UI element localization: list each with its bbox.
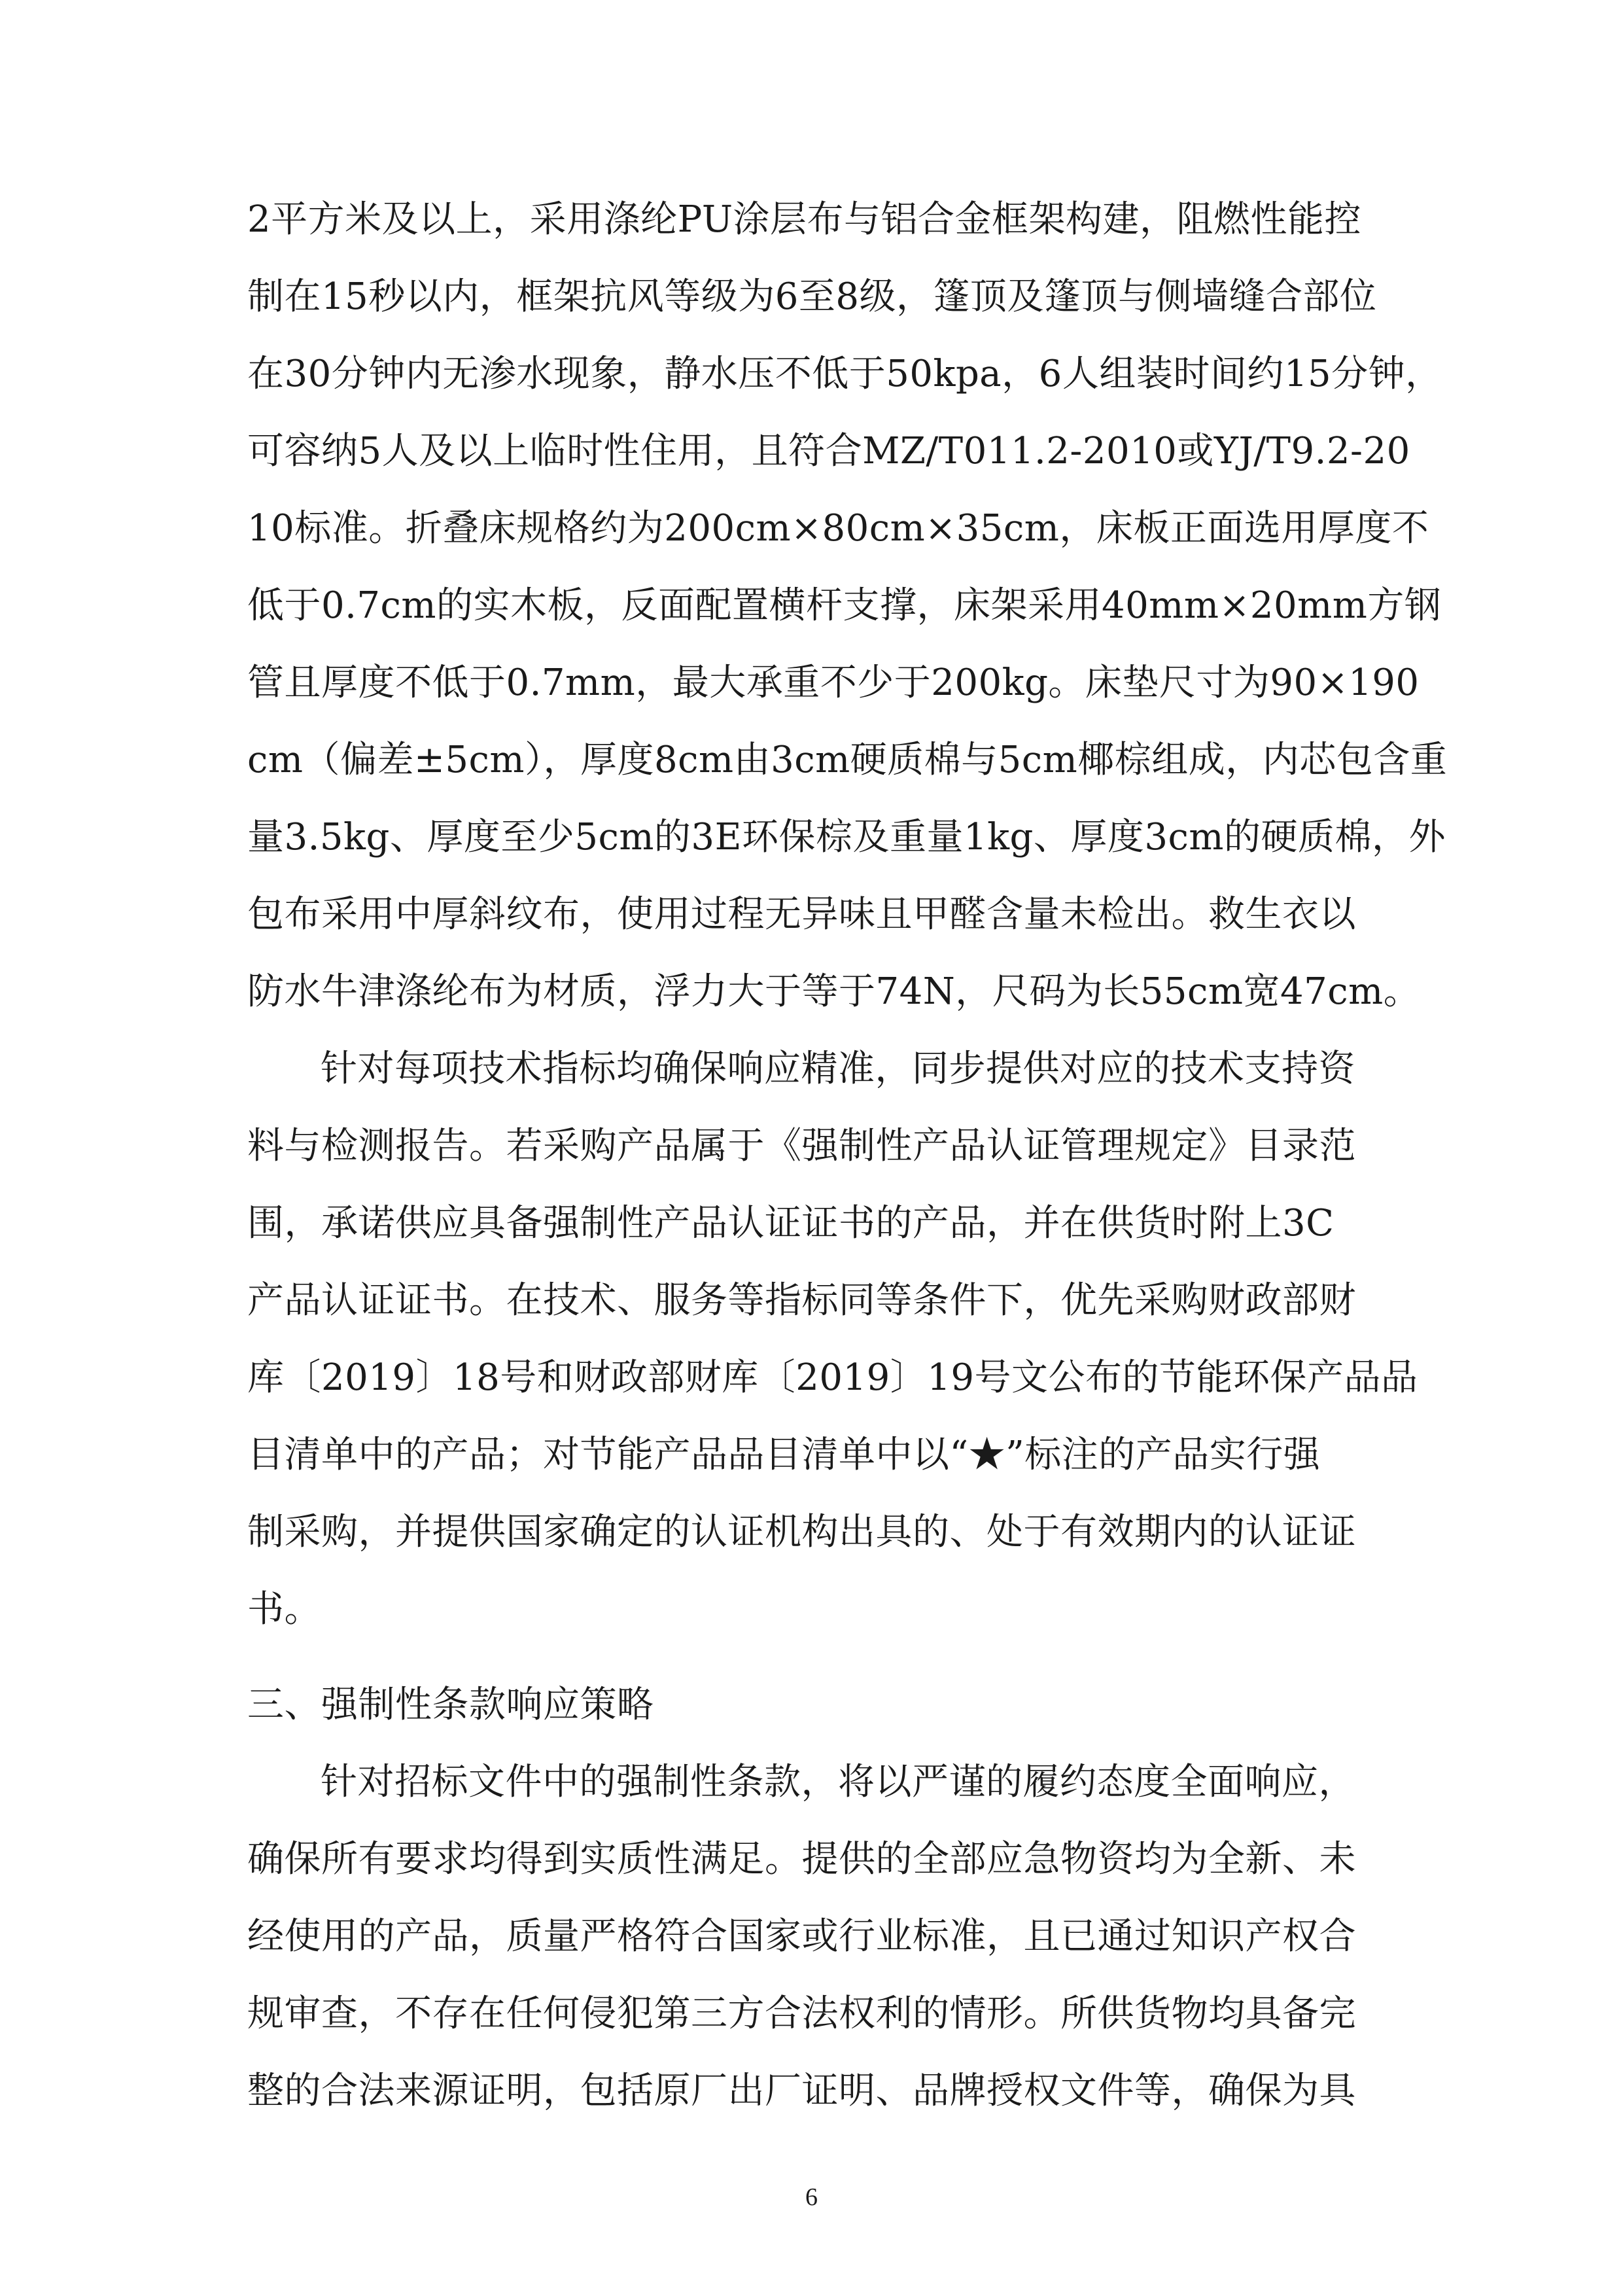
text-line: 料与检测报告。若采购产品属于《强制性产品认证管理规定》目录范 [247,1125,1356,1167]
text-line: 可容纳5人及以上临时性住用，且符合MZ/T011.2-2010或YJ/T9.2-20 [247,430,1410,472]
text-line: 量3.5kg、厚度至少5cm的3E环保棕及重量1kg、厚度3cm的硬质棉，外 [247,816,1446,858]
text-line: 2平方米及以上，采用涤纶PU涂层布与铝合金框架构建，阻燃性能控 [247,198,1362,241]
text-line: 防水牛津涤纶布为材质，浮力大于等于74N，尺码为长55cm宽47cm。 [247,970,1421,1013]
text-line: 针对每项技术指标均确保响应精准，同步提供对应的技术支持资 [321,1048,1355,1090]
text-line: 经使用的产品，质量严格符合国家或行业标准，且已通过知识产权合 [247,1915,1356,1958]
text-line: 库〔2019〕18号和财政部财库〔2019〕19号文公布的节能环保产品品 [247,1356,1418,1399]
text-line: cm（偏差±5cm），厚度8cm由3cm硬质棉与5cm椰棕组成，内芯包含重 [247,739,1448,781]
text-line: 制采购，并提供国家确定的认证机构出具的、处于有效期内的认证证 [247,1511,1356,1553]
text-line: 目清单中的产品；对节能产品品目清单中以“★”标注的产品实行强 [247,1434,1321,1476]
text-line: 制在15秒以内，框架抗风等级为6至8级，篷顶及篷顶与侧墙缝合部位 [247,275,1377,318]
text-line: 针对招标文件中的强制性条款，将以严谨的履约态度全面响应， [321,1761,1355,1803]
text-line: 书。 [247,1588,321,1631]
text-line: 整的合法来源证明，包括原厂出厂证明、品牌授权文件等，确保为具 [247,2070,1356,2112]
text-line: 低于0.7cm的实木板，反面配置横杆支撑，床架采用40mm×20mm方钢 [247,584,1442,627]
text-line: 产品认证证书。在技术、服务等指标同等条件下，优先采购财政部财 [247,1279,1356,1322]
text-line: 10标准。折叠床规格约为200cm×80cm×35cm，床板正面选用厚度不 [247,507,1429,550]
text-line: 围，承诺供应具备强制性产品认证证书的产品，并在供货时附上3C [247,1202,1335,1245]
section-heading: 三、强制性条款响应策略 [247,1684,654,1726]
text-line: 确保所有要求均得到实质性满足。提供的全部应急物资均为全新、未 [247,1838,1356,1881]
page-number: 6 [805,2183,818,2211]
text-line: 包布采用中厚斜纹布，使用过程无异味且甲醛含量未检出。救生衣以 [247,893,1356,936]
text-line: 在30分钟内无渗水现象，静水压不低于50kpa，6人组装时间约15分钟， [247,353,1442,395]
text-line: 管且厚度不低于0.7mm，最大承重不少于200kg。床垫尺寸为90×190 [247,662,1420,704]
text-line: 规审查，不存在任何侵犯第三方合法权利的情形。所供货物均具备完 [247,1992,1356,2035]
